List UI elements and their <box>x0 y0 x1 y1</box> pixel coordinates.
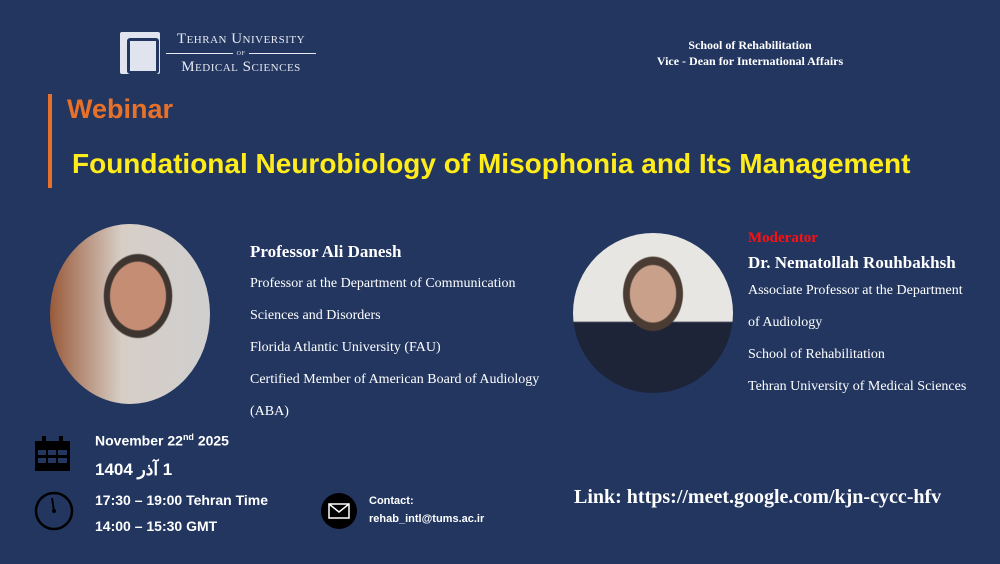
vice-dean: Vice - Dean for International Affairs <box>656 54 844 68</box>
date-suffix: nd <box>182 432 194 442</box>
logo-of: of <box>236 48 246 57</box>
moderator-name: Dr. Nematollah Rouhbakhsh <box>748 253 956 272</box>
moderator-line: Associate Professor at the Department <box>748 283 963 298</box>
webinar-label: Webinar <box>67 94 174 124</box>
contact-label: Contact: <box>369 495 414 507</box>
university-logo-emblem <box>120 32 160 74</box>
tehran-time: 17:30 – 19:00 Tehran Time <box>95 492 269 508</box>
speaker-name: Professor Ali Danesh <box>250 242 402 261</box>
contact-info <box>369 492 484 528</box>
moderator-line: School of Rehabilitation <box>748 347 885 362</box>
moderator-line: Tehran University of Medical Sciences <box>748 379 967 394</box>
speaker-line: Florida Atlantic University (FAU) <box>250 340 441 355</box>
date-year: 2025 <box>193 432 229 449</box>
speaker-info <box>250 236 539 428</box>
accent-bar <box>48 94 52 188</box>
contact-email[interactable]: rehab_intl@tums.ac.ir <box>369 513 485 525</box>
school-header <box>620 37 880 69</box>
school-name: School of Rehabilitation <box>688 38 812 52</box>
calendar-icon <box>34 436 72 472</box>
persian-date: 1 آذر 1404 <box>95 460 173 479</box>
gmt-time: 14:00 – 15:30 GMT <box>95 518 218 534</box>
moderator-label: Moderator <box>748 230 818 246</box>
date-text: November 22 <box>95 432 183 449</box>
speaker-photo <box>50 224 210 404</box>
moderator-photo <box>573 233 733 393</box>
university-logo-text <box>166 30 316 76</box>
speaker-line: Certified Member of American Board of Audiology <box>250 372 540 387</box>
meeting-link[interactable]: Link: https://meet.google.com/kjn-cycc-hfv <box>574 486 942 508</box>
webinar-title: Foundational Neurobiology of Misophonia and Its Management <box>72 148 911 179</box>
speaker-line: (ABA) <box>250 404 289 419</box>
logo-line2: Medical Sciences <box>181 59 301 75</box>
speaker-line: Professor at the Department of Communication <box>250 276 516 291</box>
logo-line1: Tehran University <box>176 31 306 47</box>
moderator-line: of Audiology <box>748 315 823 330</box>
event-date <box>95 432 229 449</box>
speaker-line: Sciences and Disorders <box>250 308 381 323</box>
moderator-info <box>748 225 966 403</box>
clock-icon <box>34 491 74 531</box>
email-icon <box>321 493 357 529</box>
